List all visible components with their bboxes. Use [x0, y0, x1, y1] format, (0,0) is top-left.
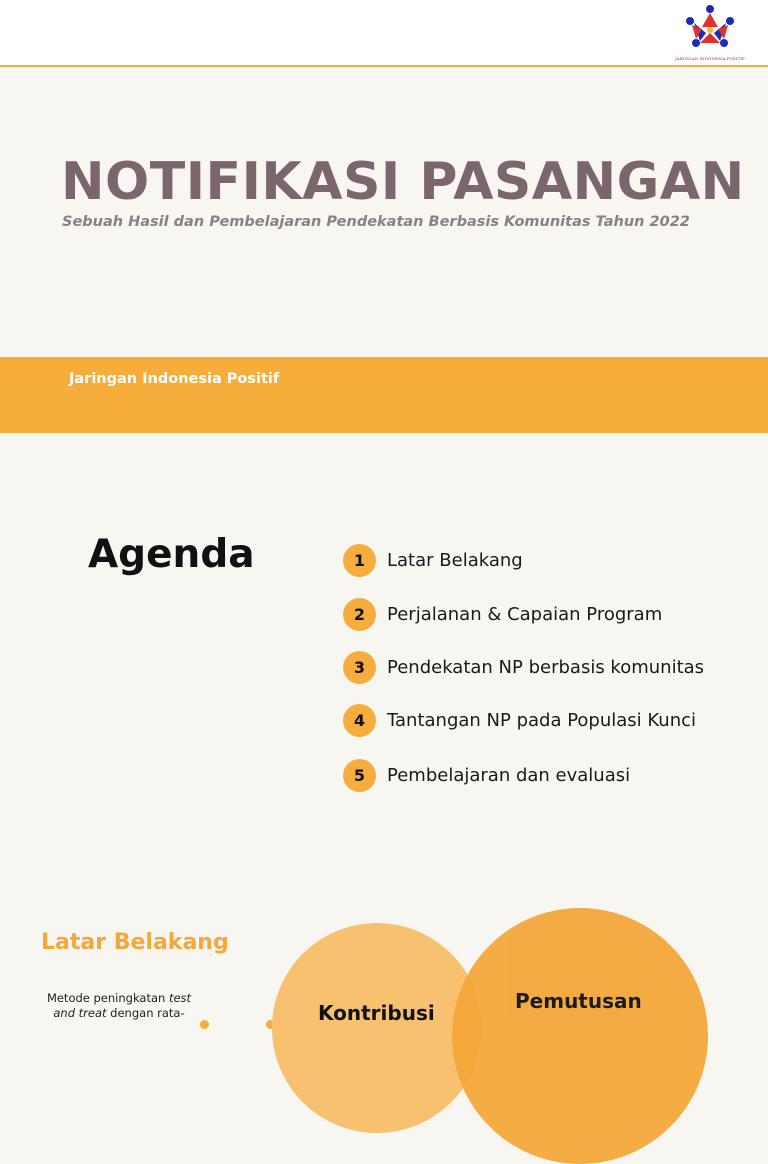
background-text-emphasis: test: [168, 991, 192, 1005]
agenda-item-label: Pendekatan NP berbasis komunitas: [387, 657, 705, 678]
background-text-emphasis: and treat: [53, 1006, 107, 1020]
decorative-dot: [200, 1020, 209, 1029]
organization-name: Jaringan Indonesia Positif: [69, 371, 280, 387]
agenda-item-label: Perjalanan & Capaian Program: [387, 604, 663, 625]
circle-label: Kontribusi: [318, 1001, 435, 1025]
agenda-item-label: Tantangan NP pada Populasi Kunci: [387, 710, 697, 731]
logo-caption: JARINGAN INDONESIA POSITIF: [675, 56, 745, 61]
agenda-item: [343, 598, 763, 632]
page-title: NOTIFIKASI PASANGAN: [61, 152, 745, 212]
agenda-item: [343, 544, 763, 578]
termination-circle: [452, 908, 708, 1164]
agenda-item-label: Pembelajaran dan evaluasi: [387, 765, 631, 786]
background-text: [44, 991, 194, 1021]
agenda-item: [343, 651, 763, 685]
agenda-number-badge: 4: [343, 704, 376, 737]
agenda-number-badge: 1: [343, 544, 376, 577]
circle-label: Pemutusan: [515, 989, 642, 1013]
agenda-title: Agenda: [88, 532, 255, 577]
organization-band: [0, 357, 768, 433]
background-text-part: Metode peningkatan: [46, 991, 169, 1005]
top-bar: [0, 0, 768, 67]
agenda-item: [343, 759, 763, 793]
contribution-circle: [272, 923, 482, 1133]
jip-logo: [675, 3, 745, 61]
jip-logo-icon: [682, 3, 738, 53]
agenda-number-badge: 5: [343, 759, 376, 792]
page-subtitle: Sebuah Hasil dan Pembelajaran Pendekatan Berbasis Komunitas Tahun 2022: [62, 214, 690, 230]
agenda-item-label: Latar Belakang: [387, 550, 523, 571]
agenda-number-badge: 2: [343, 598, 376, 631]
agenda-item: [343, 704, 763, 738]
background-section-title: Latar Belakang: [41, 930, 229, 955]
agenda-number-badge: 3: [343, 651, 376, 684]
background-text-part: dengan rata-: [106, 1006, 185, 1020]
